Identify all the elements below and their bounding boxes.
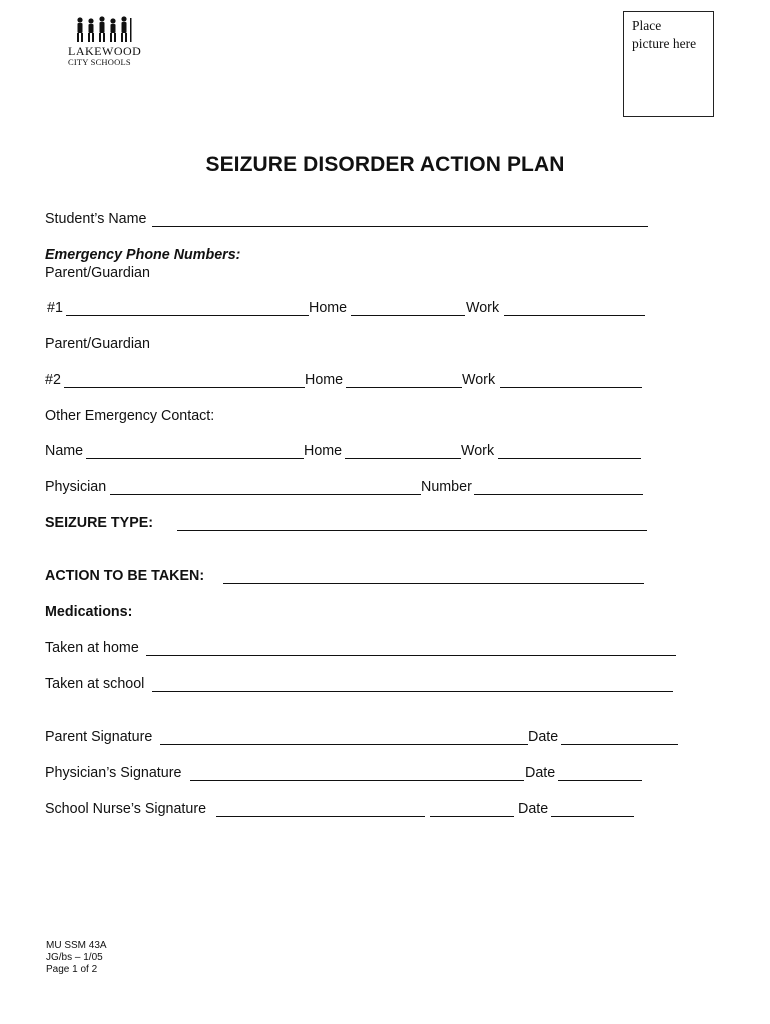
page-number: Page 1 of 2 xyxy=(46,964,98,975)
photo-placeholder-text: Place picture here xyxy=(632,18,697,51)
parent2-home-label: Home xyxy=(305,372,344,388)
contact-work-field[interactable] xyxy=(498,458,641,459)
parent-guardian-1-label: Parent/Guardian xyxy=(45,265,150,281)
parent1-home-field[interactable] xyxy=(351,315,465,316)
seizure-type-field[interactable] xyxy=(177,530,647,531)
parent2-name-field[interactable] xyxy=(64,387,305,388)
contact-home-label: Home xyxy=(304,443,343,459)
parent-date-label: Date xyxy=(528,729,559,745)
taken-at-school-label: Taken at school xyxy=(45,676,145,692)
seizure-type-label: SEIZURE TYPE: xyxy=(45,515,154,531)
parent1-number-label: #1 xyxy=(47,300,63,316)
children-silhouette-icon xyxy=(74,16,136,44)
action-to-be-taken-field[interactable] xyxy=(223,583,644,584)
physician-signature-label: Physician’s Signature xyxy=(45,765,182,781)
parent-date-field[interactable] xyxy=(561,744,678,745)
parent2-home-field[interactable] xyxy=(346,387,462,388)
action-to-be-taken-label: ACTION TO BE TAKEN: xyxy=(45,568,205,584)
taken-at-home-label: Taken at home xyxy=(45,640,139,656)
other-emergency-contact-label: Other Emergency Contact: xyxy=(45,408,215,424)
nurse-signature-field[interactable] xyxy=(216,816,425,817)
logo-text-city-schools: CITY SCHOOLS xyxy=(68,57,131,67)
student-name-field[interactable] xyxy=(152,226,648,227)
physician-signature-field[interactable] xyxy=(190,780,524,781)
contact-home-field[interactable] xyxy=(345,458,461,459)
form-code: MU SSM 43A xyxy=(46,940,107,951)
physician-number-label: Number xyxy=(421,479,472,495)
logo-text-lakewood: LAKEWOOD xyxy=(68,44,142,58)
physician-name-field[interactable] xyxy=(110,494,421,495)
taken-at-home-field[interactable] xyxy=(146,655,676,656)
parent1-work-label: Work xyxy=(466,300,500,316)
parent-guardian-2-label: Parent/Guardian xyxy=(45,336,150,352)
parent2-number-label: #2 xyxy=(45,372,61,388)
parent1-name-field[interactable] xyxy=(66,315,309,316)
medications-heading: Medications: xyxy=(45,604,133,620)
emergency-phone-heading: Emergency Phone Numbers: xyxy=(45,247,241,263)
student-name-label: Student’s Name xyxy=(45,211,147,227)
school-logo xyxy=(66,16,144,68)
page-title: SEIZURE DISORDER ACTION PLAN xyxy=(205,153,565,176)
contact-name-field[interactable] xyxy=(86,458,304,459)
physician-label: Physician xyxy=(45,479,107,495)
parent2-work-label: Work xyxy=(462,372,496,388)
nurse-signature-field-extra[interactable] xyxy=(430,816,514,817)
physician-number-field[interactable] xyxy=(474,494,643,495)
taken-at-school-field[interactable] xyxy=(152,691,673,692)
form-footer xyxy=(46,940,107,976)
parent1-home-label: Home xyxy=(309,300,348,316)
photo-placeholder-box[interactable] xyxy=(623,11,714,117)
nurse-signature-label: School Nurse’s Signature xyxy=(45,801,207,817)
contact-work-label: Work xyxy=(461,443,495,459)
parent-signature-field[interactable] xyxy=(160,744,528,745)
parent-signature-label: Parent Signature xyxy=(45,729,153,745)
nurse-date-label: Date xyxy=(518,801,549,817)
nurse-date-field[interactable] xyxy=(551,816,634,817)
parent1-work-field[interactable] xyxy=(504,315,645,316)
parent2-work-field[interactable] xyxy=(500,387,642,388)
physician-date-field[interactable] xyxy=(558,780,642,781)
contact-name-label: Name xyxy=(45,443,84,459)
form-revision: JG/bs – 1/05 xyxy=(46,952,103,963)
physician-date-label: Date xyxy=(525,765,556,781)
